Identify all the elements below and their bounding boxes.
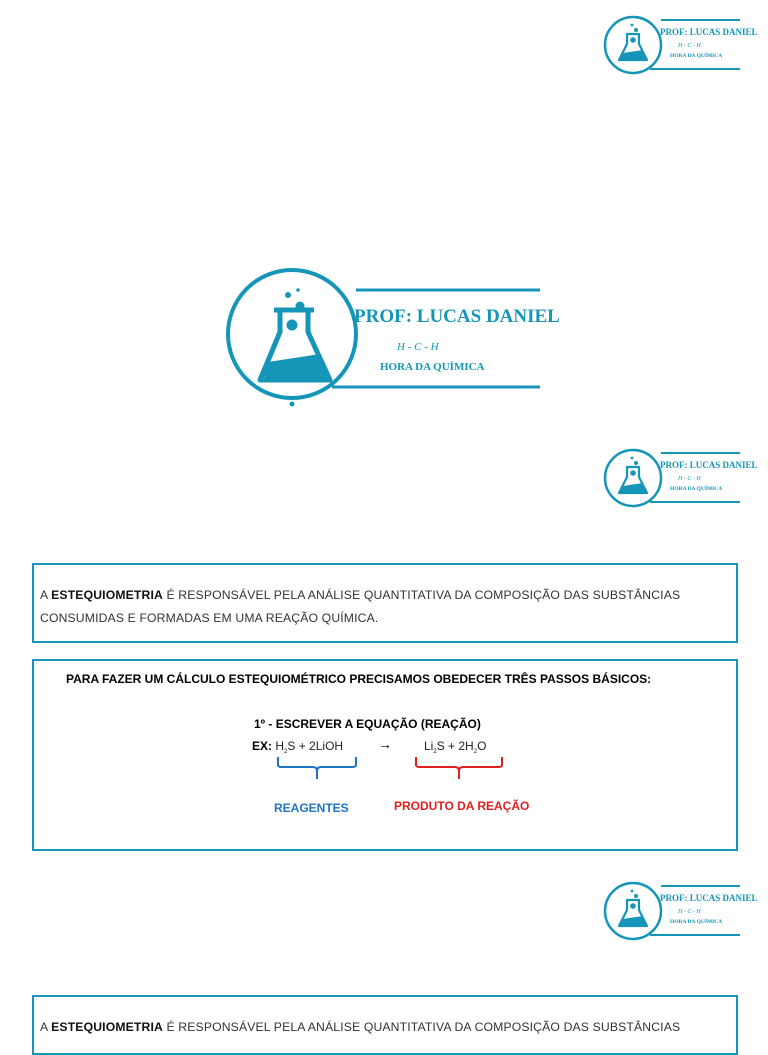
svg-text:H - C - H: H - C - H <box>678 476 701 482</box>
reaction-arrow: → <box>378 736 392 752</box>
reagents-brace <box>276 755 358 781</box>
svg-text:HORA DA QUÍMICA: HORA DA QUÍMICA <box>670 919 723 925</box>
products-equation: $Li_2S + 2H_2O$ <box>424 739 487 755</box>
flask-icon <box>260 288 330 380</box>
logo-small-top <box>600 12 758 78</box>
steps-title: PARA FAZER UM CÁLCULO ESTEQUIOMÉTRICO PRECISAMOS OBEDECER TRÊS PASSOS BÁSICOS: <box>66 672 652 686</box>
products-label: PRODUTO DA REAÇÃO <box>394 799 530 813</box>
svg-text:HORA DA QUÍMICA: HORA DA QUÍMICA <box>670 486 723 492</box>
logo-large-center <box>222 262 560 422</box>
svg-text:PROF: LUCAS DANIEL: PROF: LUCAS DANIEL <box>354 306 560 327</box>
steps-box <box>32 659 738 851</box>
definition-line1-rest: É RESPONSÁVEL PELA ANÁLISE QUANTITATIVA DA COMPOSIÇÃO DAS SUBSTÂNCIAS <box>162 588 681 602</box>
svg-text:H - C - H: H - C - H <box>678 43 701 49</box>
svg-text:PROF: LUCAS DANIEL: PROF: LUCAS DANIEL <box>660 460 758 470</box>
reagents-equation: EX: $H_2S$ + 2LiOH <box>252 739 344 755</box>
svg-text:H - C - H: H - C - H <box>397 341 439 353</box>
definition-text <box>40 584 728 630</box>
step1-heading: 1º - ESCREVER A EQUAÇÃO (REAÇÃO) <box>254 717 481 731</box>
svg-text:H - C - H: H - C - H <box>678 909 701 915</box>
flask-icon <box>619 890 647 926</box>
svg-text:PROF: LUCAS DANIEL: PROF: LUCAS DANIEL <box>660 27 758 37</box>
definition-text-repeat: A ESTEQUIOMETRIA É RESPONSÁVEL PELA ANÁLISE QUANTITATIVA DA COMPOSIÇÃO DAS SUBSTÂNCIAS <box>40 1020 681 1034</box>
definition-prefix: A <box>40 588 52 602</box>
flask-icon <box>619 457 647 493</box>
example-prefix: EX: <box>252 739 273 753</box>
svg-text:HORA DA QUÍMICA: HORA DA QUÍMICA <box>380 361 485 373</box>
definition-box-repeat <box>32 995 738 1055</box>
svg-text:PROF: LUCAS DANIEL: PROF: LUCAS DANIEL <box>660 893 758 903</box>
definition-line2: CONSUMIDAS E FORMADAS EM UMA REAÇÃO QUÍMICA. <box>40 611 379 625</box>
definition-term: ESTEQUIOMETRIA <box>51 588 163 602</box>
products-brace <box>414 755 504 781</box>
definition-box <box>32 563 738 643</box>
reagents-label: REAGENTES <box>274 801 349 815</box>
logo-small-bottom <box>600 878 758 944</box>
flask-icon <box>619 24 647 60</box>
logo-small-middle <box>600 445 758 511</box>
svg-text:HORA DA QUÍMICA: HORA DA QUÍMICA <box>670 53 723 59</box>
